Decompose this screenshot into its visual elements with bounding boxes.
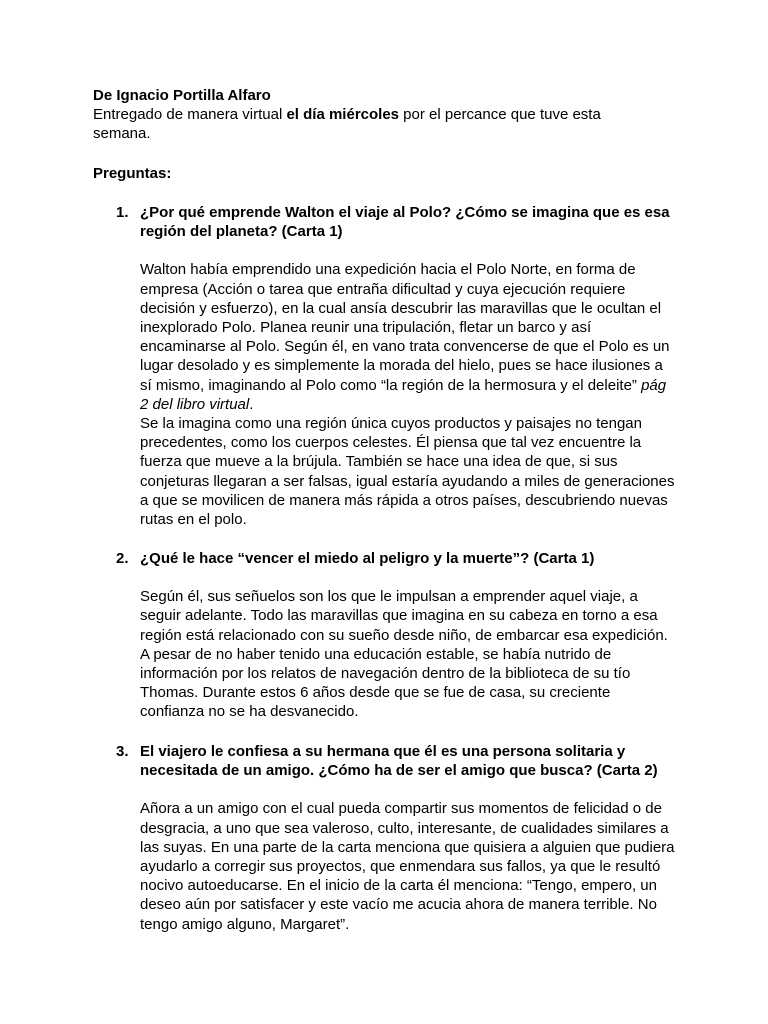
delivery-note-bold: el día miércoles bbox=[286, 106, 400, 124]
answer-block bbox=[140, 260, 676, 529]
answer-block bbox=[140, 587, 676, 721]
delivery-note-part2: por el percance que tuve esta bbox=[399, 106, 601, 124]
answer-text-end: . bbox=[249, 395, 254, 413]
question-text: ¿Qué le hace “vencer el miedo al peligro y la muerte”? (Carta 1) bbox=[140, 550, 595, 567]
answer-paragraph bbox=[140, 260, 676, 414]
answer-paragraph: Añora a un amigo con el cual pueda compartir sus momentos de felicidad o de desgracia, a uno que sea valeroso, culto, interesante, de cualidades similares a las suyas. En una parte de la carta menciona que quisiera a alguien que pudiera ayudarlo a corregir sus proyectos, que enmendara sus fallos, ya que le resultó nocivo autoeducarse. En el inicio de la carta él menciona: “Tengo, empero, un deseo aún por satisfacer y este vacío me acucia ahora de manera terrible. No tengo amigo alguno, Margaret”. bbox=[140, 800, 675, 933]
question-text: El viajero le confiesa a su hermana que él es una persona solitaria y necesitada de un amigo. ¿Cómo ha de ser el amigo que busca? (Carta 2) bbox=[140, 743, 658, 780]
question-number: 3. bbox=[116, 743, 129, 760]
answer-paragraph: Según él, sus señuelos son los que le impulsan a emprender aquel viaje, a seguir adelante. Todo las maravillas que imagina en su cabeza en torno a esa región está relacionado con su sueño desde niño, de embarcar esa expedición. A pesar de no haber tenido una educación estable, se había nutrido de información por los relatos de navegación dentro de la biblioteca de su tío Thomas. Durante estos 6 años desde que se fue de casa, su creciente confianza no se ha desvanecido. bbox=[140, 588, 668, 721]
author-line: De Ignacio Portilla Alfaro bbox=[93, 87, 271, 104]
delivery-note bbox=[93, 105, 693, 143]
question-item-1 bbox=[116, 203, 676, 529]
question-text: ¿Por qué emprende Walton el viaje al Polo? ¿Cómo se imagina que es esa región del planeta? (Carta 1) bbox=[140, 204, 670, 241]
section-heading: Preguntas: bbox=[93, 165, 172, 182]
document-intro bbox=[93, 86, 693, 144]
answer-block bbox=[140, 799, 676, 933]
answer-paragraph: Se la imagina como una región única cuyos productos y paisajes no tengan precedentes, como los cuerpos celestes. Él piensa que tal vez encuentre la fuerza que mueve a la brújula. También se hace una idea de que, si sus conjeturas llegaran a ser falsas, igual estaría ayudando a miles de generaciones a que se movilicen de manera más rápida a otros países, descubriendo nuevas rutas en el polo. bbox=[140, 415, 675, 529]
delivery-note-part1: Entregado de manera virtual bbox=[93, 106, 287, 124]
question-number: 1. bbox=[116, 204, 129, 221]
delivery-note-line2: semana. bbox=[93, 125, 151, 143]
question-item-3 bbox=[116, 742, 676, 934]
question-number: 2. bbox=[116, 550, 129, 567]
answer-citation: pág 2 del libro virtual bbox=[140, 376, 667, 413]
answer-text: Walton había emprendido una expedición hacia el Polo Norte, en forma de empresa (Acción o tarea que entraña dificultad y cuya ejecución requiere decisión y esfuerzo), en la cual ansía descubrir las maravillas que le ocultan el inexplorado Polo. Planea reunir una tripulación, fletar un barco y así encaminarse al Polo. Según él, en vano trata convencerse de que el Polo es un lugar desolado y es simplemente la morada del hielo, pues se hace ilusiones a sí mismo, imaginando al Polo como “la región de la hermosura y el deleite” bbox=[140, 261, 670, 394]
question-item-2 bbox=[116, 549, 676, 722]
